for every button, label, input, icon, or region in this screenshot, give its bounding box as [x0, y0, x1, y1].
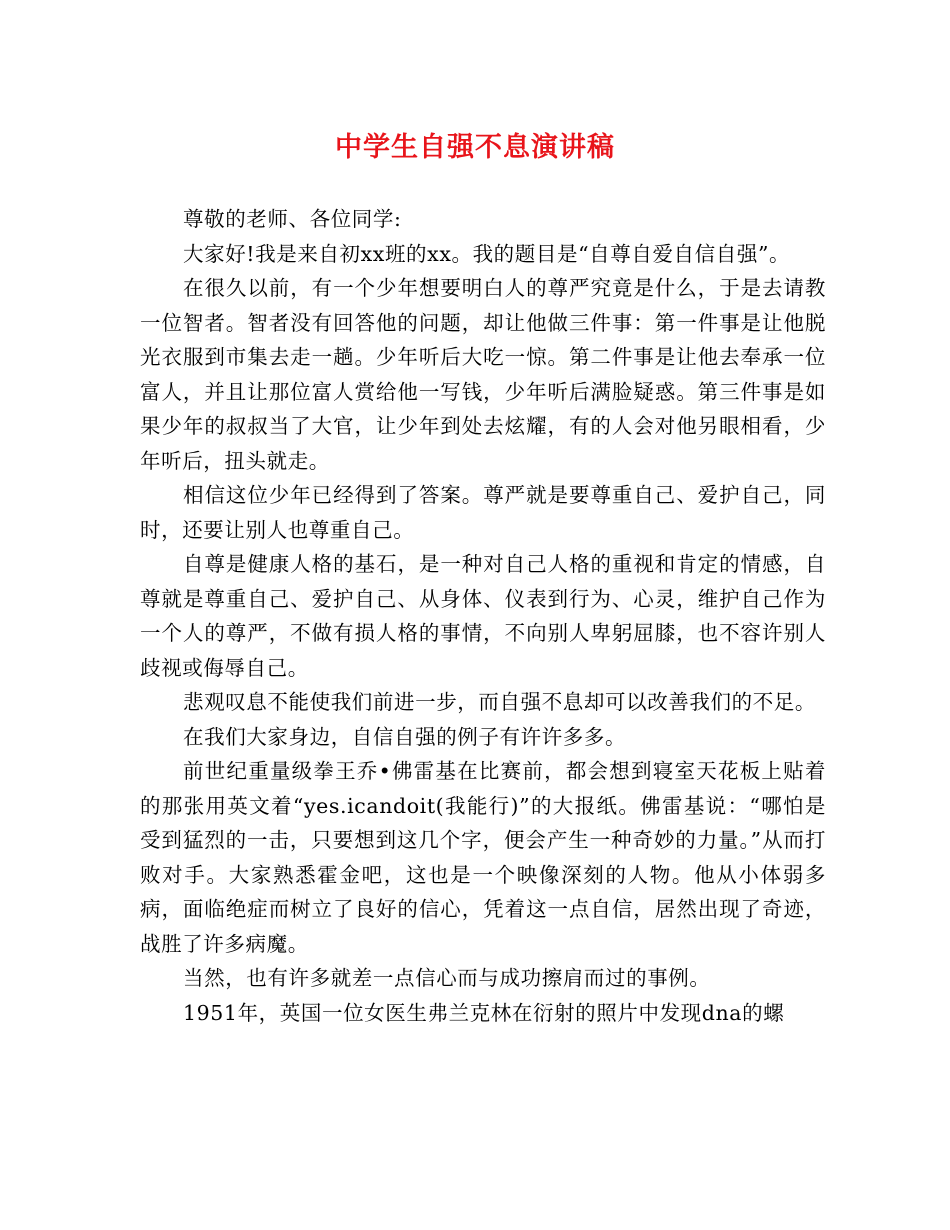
salutation-paragraph: 尊敬的老师、各位同学:: [183, 207, 402, 231]
body-paragraph: 大家好!我是来自初xx班的xx。我的题目是“自尊自爱自信自强”。: [183, 241, 791, 266]
document-title: 中学生自强不息演讲稿: [335, 132, 615, 163]
document-body: [140, 202, 826, 1030]
body-paragraph: 在很久以前，有一个少年想要明白人的尊严究竟是什么，于是去请教一位智者。智者没有回答他的问题，却让他做三件事：第一件事是让他脱光衣服到市集去走一趟。少年听后大吃一惊。第二件事是让他去奉承一位富人，并且让那位富人赏给他一写钱，少年听后满脸疑惑。第三件事是如果少年的叔叔当了大官，让少年到处去炫耀，有的人会对他另眼相看，少年听后，扭头就走。: [140, 276, 826, 473]
body-paragraph: 悲观叹息不能使我们前进一步，而自强不息却可以改善我们的不足。: [183, 690, 816, 714]
body-paragraph: 1951年，英国一位女医生弗兰克林在衍射的照片中发现dna的螺: [183, 1000, 785, 1025]
body-paragraph: 在我们大家身边，自信自强的例子有许许多多。: [183, 724, 627, 749]
body-paragraph: 自尊是健康人格的基石，是一种对自己人格的重视和肯定的情感，自尊就是尊重自己、爱护自己、从身体、仪表到行为、心灵，维护自己作为一个人的尊严，不做有损人格的事情，不向别人卑躬屈膝，也不容许别人歧视或侮辱自己。: [140, 552, 826, 680]
body-paragraph: 当然，也有许多就差一点信心而与成功擦肩而过的事例。: [183, 966, 711, 990]
body-paragraph: 相信这位少年已经得到了答案。尊严就是要尊重自己、爱护自己，同时，还要让别人也尊重自己。: [140, 483, 826, 542]
body-paragraph: 前世纪重量级拳王乔•佛雷基在比赛前，都会想到寝室天花板上贴着的那张用英文着“yes.icandoit(我能行)”的大报纸。佛雷基说：“哪怕是受到猛烈的一击，只要想到这几个字，便会产生一种奇妙的力量。”从而打败对手。大家熟悉霍金吧，这也是一个映像深刻的人物。他从小体弱多病，面临绝症而树立了良好的信心，凭着这一点自信，居然出现了奇迹，战胜了许多病魔。: [140, 759, 826, 956]
